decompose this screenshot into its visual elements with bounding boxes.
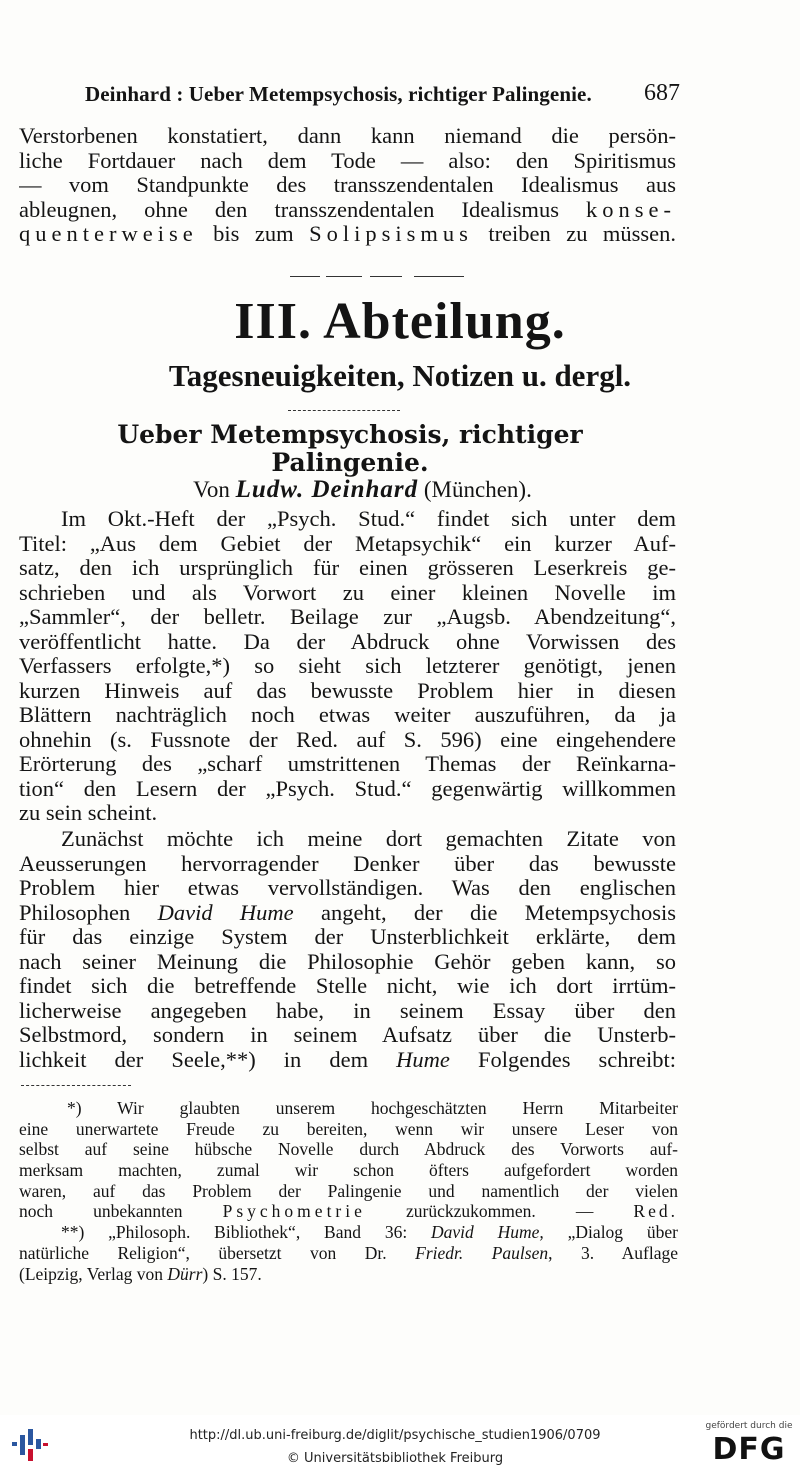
text-line: Aeusserungen hervorragender Denker über das bewusste — [19, 851, 676, 876]
footnote-line: waren, auf das Problem der Palingenie und namentlich der vielen — [19, 1180, 678, 1201]
text-line: findet sich die betreffende Stelle nicht, wie ich dort irrtüm- — [19, 974, 676, 998]
footnote-line: selbst auf seine hübsche Novelle durch Abdruck des Vorworts auf- — [19, 1139, 678, 1160]
paragraph-2 — [19, 827, 676, 1072]
spaced-word: Psychometrie — [222, 1201, 366, 1222]
footnote-line: eine unerwartete Freude zu bereiten, wenn wir unsere Leser von — [19, 1118, 678, 1139]
copyright-notice: © Universitätsbibliothek Freiburg — [286, 1451, 504, 1466]
divider-rule — [290, 276, 320, 277]
byline: Von Ludw. Deinhard (München). — [193, 476, 532, 503]
text-line: Philosophen David Hume angeht, der die Metempsychosis — [19, 900, 676, 925]
text-line: ableugnen, ohne den transszendentalen Idealismus konse- — [19, 197, 676, 222]
spaced-word: Solipsismus — [309, 222, 473, 246]
divider-rule — [414, 276, 464, 277]
text-line: Erörterung des „scharf umstrittenen Themas der Reïnkarna- — [19, 752, 676, 776]
footnote-line: merksam machten, zumal wir schon öfters aufgefordert worden — [19, 1160, 678, 1181]
article-title-line: Ueber Metempsychosis, richtiger — [117, 420, 583, 449]
divider-rule — [370, 276, 402, 277]
text-line: Verstorbenen konstatiert, dann kann niemand die persön- — [19, 124, 676, 148]
running-head-title: Deinhard : Ueber Metempsychosis, richtiger Palingenie. — [85, 82, 592, 106]
viewer-footer — [0, 1415, 800, 1472]
footnote-rule — [21, 1085, 131, 1086]
text-line: Selbstmord, sondern in seinem Aufsatz über die Unsterb- — [19, 1023, 676, 1047]
text-line: Verfassers erfolgte,*) so sieht sich letzterer genötigt, jenen — [19, 654, 676, 678]
text-line: tion“ den Lesern der „Psych. Stud.“ gegenwärtig willkommen — [19, 776, 676, 801]
text-line: schrieben und als Vorwort zu einer kleinen Novelle im — [19, 580, 676, 605]
text-line: kurzen Hinweis auf das bewusste Problem hier in diesen — [19, 678, 676, 703]
divider-rule — [326, 276, 362, 277]
page-number: 687 — [644, 80, 680, 106]
text-line: Blättern nachträglich noch etwas weiter auszuführen, da ja — [19, 703, 676, 727]
source-url-link[interactable]: http://dl.ub.uni-freiburg.de/diglit/psychische_studien1906/0709 — [189, 1428, 601, 1443]
person-name: David Hume — [157, 900, 294, 925]
text-line: liche Fortdauer nach dem Tode — also: den Spiritismus — [19, 148, 676, 173]
footnote-line: *) Wir glaubten unserem hochgeschätzten Herrn Mitarbeiter — [67, 1098, 678, 1118]
dfg-logo — [705, 1421, 793, 1469]
article-title-line: Palingenie. — [271, 448, 429, 477]
text-line: veröffentlicht hatte. Da der Abdruck ohne Vorwissen des — [19, 629, 676, 654]
section-heading: III. Abteilung. — [234, 293, 566, 350]
text-line: licherweise angegeben habe, in seinem Essay über den — [19, 998, 676, 1023]
text-line: Problem hier etwas vervollständigen. Was den englischen — [19, 876, 676, 900]
article-title — [0, 421, 700, 477]
paragraph-1 — [19, 507, 676, 826]
divider-rule — [288, 410, 400, 411]
footnote-line: **) „Philosoph. Bibliothek“, Band 36: David Hume, „Dialog über — [61, 1222, 678, 1243]
dfg-tagline: gefördert durch die — [705, 1421, 793, 1431]
footnote-line: noch unbekannten Psychometrie zurückzukommen. — Red. — [19, 1201, 678, 1222]
dfg-wordmark: DFG — [712, 1432, 786, 1467]
footnote-line: natürliche Religion“, übersetzt von Dr. Friedr. Paulsen, 3. Auflage — [19, 1242, 678, 1263]
text-line: ohnehin (s. Fussnote der Red. auf S. 596) eine eingehendere — [19, 727, 676, 752]
text-line: zu sein scheint. — [19, 801, 158, 825]
running-head — [85, 80, 680, 110]
text-line: Im Okt.-Heft der „Psych. Stud.“ findet sich unter dem — [61, 507, 676, 531]
author-name: Ludw. Deinhard — [235, 476, 419, 503]
spaced-word: quenterweise — [19, 222, 198, 246]
footnote-line: (Leipzig, Verlag von Dürr) S. 157. — [19, 1263, 262, 1284]
text-line: quenterweise bis zum Solipsismus treiben zu müssen. — [19, 222, 676, 246]
text-line: nach seiner Meinung die Philosophie Gehör geben kann, so — [19, 949, 676, 974]
text-line: für das einzige System der Unsterblichkeit erklärte, dem — [19, 925, 676, 949]
text-line: „Sammler“, der belletr. Beilage zur „Augsb. Abendzeitung“, — [19, 605, 676, 629]
text-line: satz, den ich ursprünglich für einen grösseren Leserkreis ge- — [19, 556, 676, 580]
text-line: Zunächst möchte ich meine dort gemachten Zitate von — [61, 827, 676, 851]
footnotes — [19, 1098, 678, 1284]
person-name: Hume — [396, 1047, 450, 1072]
text-line: Titel: „Aus dem Gebiet der Metapsychik“ ein kurzer Auf- — [19, 531, 676, 556]
text-line: lichkeit der Seele,**) in dem Hume Folgendes schreibt: — [19, 1047, 676, 1072]
text-line: — vom Standpunkte des transszendentalen Idealismus aus — [19, 173, 676, 197]
spaced-word: konse- — [586, 197, 676, 222]
intro-paragraph — [19, 124, 676, 247]
section-subheading: Tagesneuigkeiten, Notizen u. dergl. — [168, 358, 632, 393]
